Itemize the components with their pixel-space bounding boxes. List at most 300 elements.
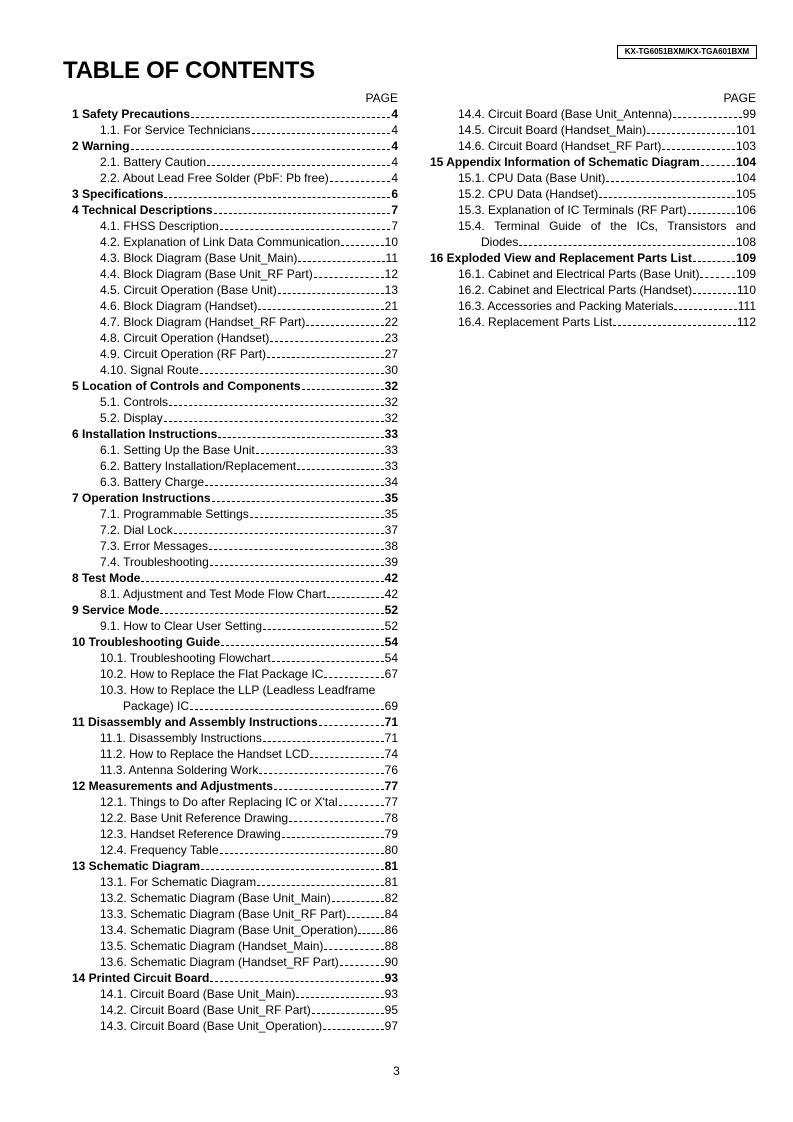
- dot-leader: [700, 277, 735, 278]
- toc-page-number: 71: [384, 715, 398, 729]
- dot-leader: [701, 165, 735, 166]
- dot-leader: [674, 309, 736, 310]
- toc-page-number: 69: [384, 699, 398, 713]
- toc-section[interactable]: [72, 858, 398, 874]
- toc-entry-label: 1 Safety Precautions: [72, 107, 191, 121]
- dot-leader: [252, 133, 391, 134]
- toc-page-number: 30: [384, 363, 398, 377]
- toc-entry-label: 13 Schematic Diagram: [72, 859, 201, 873]
- toc-list-right: [430, 106, 756, 330]
- toc-page-number: 23: [384, 331, 398, 345]
- toc-entry-label: 8 Test Mode: [72, 571, 141, 585]
- toc-entry-label: 12.3. Handset Reference Drawing: [100, 827, 281, 841]
- dot-leader: [263, 629, 384, 630]
- toc-subsection[interactable]: [72, 154, 398, 170]
- footer-page-number: 3: [393, 1064, 400, 1078]
- toc-label-word: the: [610, 219, 627, 233]
- dot-leader: [306, 325, 383, 326]
- toc-entry-label: 10.3. How to Replace the LLP (Leadless Leadframe: [100, 683, 376, 697]
- dot-leader: [330, 181, 391, 182]
- toc-subsection[interactable]: [430, 314, 756, 330]
- dot-leader: [221, 645, 384, 646]
- toc-entry-label: 4.1. FHSS Description: [100, 219, 219, 233]
- toc-subsection[interactable]: [430, 298, 756, 314]
- toc-label-word: 15.4.: [458, 219, 485, 233]
- toc-section[interactable]: [72, 970, 398, 986]
- toc-entry-label: 10.1. Troubleshooting Flowchart: [100, 651, 271, 665]
- dot-leader: [270, 341, 383, 342]
- toc-page-number: 32: [384, 395, 398, 409]
- toc-page-number: 38: [384, 539, 398, 553]
- toc-subsection[interactable]: [430, 122, 756, 138]
- toc-subsection[interactable]: [72, 442, 398, 458]
- dot-leader: [190, 709, 384, 710]
- dot-leader: [131, 149, 391, 150]
- dot-leader: [207, 165, 390, 166]
- toc-subsection[interactable]: [72, 330, 398, 346]
- toc-section[interactable]: [72, 490, 398, 506]
- dot-leader: [257, 885, 384, 886]
- toc-subsection[interactable]: [72, 538, 398, 554]
- toc-subsection[interactable]: [72, 890, 398, 906]
- toc-page-number: 97: [384, 1019, 398, 1033]
- dot-leader: [319, 725, 384, 726]
- toc-entry-label: 6.2. Battery Installation/Replacement: [100, 459, 297, 473]
- toc-subsection[interactable]: [72, 554, 398, 570]
- toc-subsection[interactable]: [72, 810, 398, 826]
- toc-section[interactable]: [72, 634, 398, 650]
- toc-subsection[interactable]: [72, 618, 398, 634]
- toc-entry-label: 10 Troubleshooting Guide: [72, 635, 221, 649]
- toc-entry-continuation: Package) IC: [123, 699, 190, 713]
- toc-subsection[interactable]: [72, 730, 398, 746]
- toc-page-number: 79: [384, 827, 398, 841]
- toc-page-number: 104: [735, 155, 756, 169]
- dot-leader: [647, 133, 735, 134]
- toc-label-word: Guide: [549, 219, 582, 233]
- toc-entry-label: 15.2. CPU Data (Handset): [458, 187, 599, 201]
- toc-entry-label: 12 Measurements and Adjustments: [72, 779, 273, 793]
- toc-entry-label: 7.1. Programmable Settings: [100, 507, 249, 521]
- toc-label-word: ICs,: [636, 219, 658, 233]
- toc-entry-label: 2.2. About Lead Free Solder (PbF: Pb free): [100, 171, 329, 185]
- toc-subsection[interactable]: [72, 794, 398, 810]
- dot-leader: [164, 421, 384, 422]
- dot-leader: [278, 293, 384, 294]
- toc-page-number: 32: [384, 411, 398, 425]
- toc-subsection[interactable]: [430, 282, 756, 298]
- toc-entry-label: 14 Printed Circuit Board: [72, 971, 210, 985]
- toc-page-number: 109: [735, 267, 756, 281]
- toc-entry-label: 15 Appendix Information of Schematic Diagram: [430, 155, 700, 169]
- toc-page-number: 81: [384, 875, 398, 889]
- toc-entry-label: [458, 218, 756, 234]
- page-title: TABLE OF CONTENTS: [63, 57, 315, 84]
- toc-page-number: 110: [736, 283, 756, 297]
- toc-page-number: 95: [384, 1003, 398, 1017]
- toc-page-number: 108: [735, 235, 756, 249]
- toc-page-number: 4: [391, 107, 398, 121]
- toc-page-number: 4: [391, 139, 398, 153]
- dot-leader: [214, 213, 391, 214]
- dot-leader: [210, 981, 383, 982]
- toc-entry-label: 5.1. Controls: [100, 395, 169, 409]
- dot-leader: [613, 325, 736, 326]
- toc-subsection[interactable]: [72, 682, 398, 714]
- toc-section[interactable]: [72, 778, 398, 794]
- toc-subsection[interactable]: [72, 666, 398, 682]
- toc-label-word: of: [590, 219, 601, 233]
- toc-page-number: 42: [384, 587, 398, 601]
- toc-subsection[interactable]: [72, 394, 398, 410]
- dot-leader: [141, 581, 383, 582]
- toc-page-number: 84: [384, 907, 398, 921]
- dot-leader: [191, 117, 390, 118]
- toc-section[interactable]: [72, 186, 398, 202]
- dot-leader: [297, 469, 384, 470]
- toc-page-number: 106: [735, 203, 756, 217]
- toc-subsection[interactable]: [72, 234, 398, 250]
- toc-subsection[interactable]: [72, 266, 398, 282]
- toc-entry-label: 11 Disassembly and Assembly Instructions: [72, 715, 318, 729]
- toc-section[interactable]: [72, 106, 398, 122]
- toc-page-number: 4: [391, 171, 398, 185]
- toc-section[interactable]: [72, 570, 398, 586]
- toc-subsection[interactable]: [430, 202, 756, 218]
- toc-page-number: 52: [384, 619, 398, 633]
- toc-entry-label: 7 Operation Instructions: [72, 491, 211, 505]
- toc-subsection[interactable]: [72, 282, 398, 298]
- toc-subsection[interactable]: [72, 986, 398, 1002]
- dot-leader: [282, 837, 384, 838]
- toc-subsection[interactable]: [430, 186, 756, 202]
- toc-subsection[interactable]: [72, 458, 398, 474]
- dot-leader: [296, 997, 383, 998]
- toc-subsection[interactable]: [72, 410, 398, 426]
- toc-entry-label: 11.3. Antenna Soldering Work: [100, 763, 259, 777]
- toc-entry-label: 13.5. Schematic Diagram (Handset_Main): [100, 939, 324, 953]
- toc-entry-label: 1.1. For Service Technicians: [100, 123, 251, 137]
- toc-subsection[interactable]: [72, 250, 398, 266]
- toc-page-number: 22: [384, 315, 398, 329]
- toc-entry-label: 16.3. Accessories and Packing Materials: [458, 299, 674, 313]
- dot-leader: [606, 181, 735, 182]
- toc-page-number: 93: [384, 987, 398, 1001]
- toc-entry-label: 4.10. Signal Route: [100, 363, 199, 377]
- toc-entry-label: 11.2. How to Replace the Handset LCD: [100, 747, 310, 761]
- toc-subsection[interactable]: [430, 138, 756, 154]
- toc-subsection[interactable]: [72, 954, 398, 970]
- toc-entry-label: 10.2. How to Replace the Flat Package IC: [100, 667, 324, 681]
- toc-subsection[interactable]: [72, 1002, 398, 1018]
- toc-entry-label: 6.1. Setting Up the Base Unit: [100, 443, 255, 457]
- page-column-header-left: PAGE: [365, 91, 398, 105]
- toc-page-number: 4: [391, 155, 398, 169]
- toc-subsection[interactable]: [72, 346, 398, 362]
- toc-page-number: 67: [384, 667, 398, 681]
- toc-entry-continuation-line: [458, 234, 756, 250]
- toc-subsection[interactable]: [430, 106, 756, 122]
- toc-page-number: 54: [384, 651, 398, 665]
- toc-page-number: 77: [384, 795, 398, 809]
- toc-page-number: 82: [384, 891, 398, 905]
- toc-section[interactable]: [430, 154, 756, 170]
- dot-leader: [339, 805, 384, 806]
- dot-leader: [220, 229, 391, 230]
- toc-subsection[interactable]: [72, 474, 398, 490]
- dot-leader: [314, 277, 384, 278]
- toc-entry-label: 16.4. Replacement Parts List: [458, 315, 613, 329]
- dot-leader: [256, 453, 384, 454]
- toc-entry-label: 12.2. Base Unit Reference Drawing: [100, 811, 289, 825]
- toc-page-number: 7: [391, 203, 398, 217]
- toc-entry-label: 16.2. Cabinet and Electrical Parts (Handset): [458, 283, 693, 297]
- toc-page-number: 27: [384, 347, 398, 361]
- page-column-header-right: PAGE: [723, 91, 756, 105]
- dot-leader: [323, 1029, 384, 1030]
- toc-page-number: 12: [384, 267, 398, 281]
- toc-subsection[interactable]: [72, 362, 398, 378]
- model-number-box: KX-TG6051BXM/KX-TGA601BXM: [617, 45, 757, 59]
- toc-entry-label: 14.6. Circuit Board (Handset_RF Part): [458, 139, 662, 153]
- toc-page-number: 86: [384, 923, 398, 937]
- toc-entry-label: 4.2. Explanation of Link Data Communication: [100, 235, 341, 249]
- dot-leader: [220, 853, 384, 854]
- dot-leader: [324, 677, 383, 678]
- dot-leader: [210, 565, 384, 566]
- toc-page-number: 4: [391, 123, 398, 137]
- toc-entry-label: 2.1. Battery Caution: [100, 155, 207, 169]
- toc-entry-label: 15.3. Explanation of IC Terminals (RF Part): [458, 203, 687, 217]
- toc-page-number: 104: [735, 171, 756, 185]
- dot-leader: [324, 949, 383, 950]
- toc-subsection[interactable]: [72, 842, 398, 858]
- toc-page-number: 35: [384, 491, 398, 505]
- toc-page-number: 71: [384, 731, 398, 745]
- toc-entry-label: 14.3. Circuit Board (Base Unit_Operation): [100, 1019, 323, 1033]
- dot-leader: [347, 917, 384, 918]
- toc-page-number: 6: [391, 187, 398, 201]
- dot-leader: [289, 821, 384, 822]
- dot-leader: [341, 245, 384, 246]
- toc-column-right: [430, 90, 756, 330]
- toc-subsection[interactable]: [72, 170, 398, 186]
- toc-page-number: 52: [384, 603, 398, 617]
- toc-page-number: 76: [384, 763, 398, 777]
- toc-entry-label: 5.2. Display: [100, 411, 163, 425]
- toc-page-number: 99: [742, 107, 756, 121]
- toc-subsection[interactable]: [72, 906, 398, 922]
- dot-leader: [327, 597, 384, 598]
- toc-section[interactable]: [72, 202, 398, 218]
- dot-leader: [259, 773, 383, 774]
- toc-section[interactable]: [72, 426, 398, 442]
- toc-page-number: 10: [384, 235, 398, 249]
- dot-leader: [205, 485, 384, 486]
- dot-leader: [209, 549, 384, 550]
- dot-leader: [274, 789, 384, 790]
- toc-entry-label: 4.4. Block Diagram (Base Unit_RF Part): [100, 267, 313, 281]
- toc-entry-label: 15.1. CPU Data (Base Unit): [458, 171, 606, 185]
- dot-leader: [267, 357, 384, 358]
- toc-entry-label: 9.1. How to Clear User Setting: [100, 619, 263, 633]
- toc-subsection[interactable]: [72, 522, 398, 538]
- toc-subsection[interactable]: [72, 762, 398, 778]
- dot-leader: [250, 517, 384, 518]
- dot-leader: [693, 261, 735, 262]
- toc-entry-label: 13.2. Schematic Diagram (Base Unit_Main): [100, 891, 331, 905]
- toc-subsection[interactable]: [72, 586, 398, 602]
- dot-leader: [312, 1013, 384, 1014]
- toc-entry-label: 5 Location of Controls and Components: [72, 379, 301, 393]
- toc-entry-label: 4 Technical Descriptions: [72, 203, 213, 217]
- toc-subsection[interactable]: [430, 218, 756, 250]
- toc-entry-label: 12.1. Things to Do after Replacing IC or X'tal: [100, 795, 338, 809]
- dot-leader: [263, 741, 384, 742]
- toc-page-number: 81: [384, 859, 398, 873]
- toc-subsection[interactable]: [72, 746, 398, 762]
- toc-subsection[interactable]: [72, 938, 398, 954]
- toc-page-number: 103: [735, 139, 756, 153]
- dot-leader: [169, 405, 384, 406]
- dot-leader: [688, 213, 735, 214]
- toc-subsection[interactable]: [72, 506, 398, 522]
- toc-page-number: 109: [735, 251, 756, 265]
- toc-subsection[interactable]: [72, 650, 398, 666]
- toc-entry-continuation-line: [100, 698, 398, 714]
- toc-entry-label: 8.1. Adjustment and Test Mode Flow Chart: [100, 587, 326, 601]
- toc-entry-label: 14.4. Circuit Board (Base Unit_Antenna): [458, 107, 673, 121]
- toc-page-number: 78: [384, 811, 398, 825]
- toc-page-number: 32: [384, 379, 398, 393]
- toc-section[interactable]: [72, 378, 398, 394]
- toc-page-number: 88: [384, 939, 398, 953]
- toc-section[interactable]: [72, 714, 398, 730]
- dot-leader: [310, 757, 383, 758]
- dot-leader: [212, 501, 384, 502]
- toc-entry-label: 4.6. Block Diagram (Handset): [100, 299, 258, 313]
- toc-entry-label: 4.3. Block Diagram (Base Unit_Main): [100, 251, 298, 265]
- toc-label-word: Transistors: [667, 219, 727, 233]
- toc-subsection[interactable]: [72, 298, 398, 314]
- toc-page-number: 105: [735, 187, 756, 201]
- toc-entry-label: 11.1. Disassembly Instructions: [100, 731, 262, 745]
- toc-entry-label: 13.6. Schematic Diagram (Handset_RF Part): [100, 955, 339, 969]
- toc-subsection[interactable]: [72, 218, 398, 234]
- dot-leader: [332, 901, 384, 902]
- dot-leader: [302, 389, 384, 390]
- dot-leader: [164, 197, 390, 198]
- dot-leader: [358, 933, 383, 934]
- dot-leader: [673, 117, 742, 118]
- toc-page-number: 37: [384, 523, 398, 537]
- toc-page-number: 77: [384, 779, 398, 793]
- toc-subsection[interactable]: [72, 874, 398, 890]
- toc-column-left: [72, 90, 398, 1034]
- toc-entry-label: 6.3. Battery Charge: [100, 475, 205, 489]
- toc-entry-label: 7.4. Troubleshooting: [100, 555, 209, 569]
- toc-page-number: 33: [384, 459, 398, 473]
- toc-page-number: 7: [391, 219, 398, 233]
- toc-section[interactable]: [72, 602, 398, 618]
- toc-entry-label: 14.5. Circuit Board (Handset_Main): [458, 123, 647, 137]
- dot-leader: [258, 309, 383, 310]
- toc-section[interactable]: [72, 138, 398, 154]
- toc-entry-label: 2 Warning: [72, 139, 130, 153]
- toc-entry-label: 13.3. Schematic Diagram (Base Unit_RF Part): [100, 907, 347, 921]
- dot-leader: [200, 373, 384, 374]
- toc-subsection[interactable]: [72, 826, 398, 842]
- toc-page-number: 111: [737, 299, 756, 313]
- toc-page-number: 11: [385, 251, 398, 265]
- toc-entry-label: 4.8. Circuit Operation (Handset): [100, 331, 270, 345]
- toc-entry-label: 4.7. Block Diagram (Handset_RF Part): [100, 315, 306, 329]
- toc-subsection[interactable]: [430, 266, 756, 282]
- toc-entry-label: 3 Specifications: [72, 187, 164, 201]
- toc-page-number: 112: [736, 315, 756, 329]
- dot-leader: [693, 293, 736, 294]
- dot-leader: [218, 437, 383, 438]
- toc-page-number: 21: [384, 299, 398, 313]
- toc-label-word: and: [735, 219, 756, 233]
- toc-page-number: 34: [384, 475, 398, 489]
- toc-subsection[interactable]: [72, 122, 398, 138]
- toc-entry-label: 16.1. Cabinet and Electrical Parts (Base Unit): [458, 267, 700, 281]
- dot-leader: [272, 661, 384, 662]
- toc-page-number: 80: [384, 843, 398, 857]
- dot-leader: [174, 533, 384, 534]
- toc-page-number: 33: [384, 427, 398, 441]
- toc-label-word: Terminal: [494, 219, 540, 233]
- toc-page-number: 35: [384, 507, 398, 521]
- dot-leader: [599, 197, 735, 198]
- toc-entry-label: 16 Exploded View and Replacement Parts List: [430, 251, 692, 265]
- toc-page-number: 54: [384, 635, 398, 649]
- dot-leader: [201, 869, 384, 870]
- toc-subsection[interactable]: [72, 1018, 398, 1034]
- toc-subsection[interactable]: [430, 170, 756, 186]
- toc-entry-label: 7.2. Dial Lock: [100, 523, 173, 537]
- toc-entry-label: 13.4. Schematic Diagram (Base Unit_Operation): [100, 923, 358, 937]
- toc-list-left: [72, 106, 398, 1034]
- toc-entry-label: 4.9. Circuit Operation (RF Part): [100, 347, 267, 361]
- toc-page-number: 39: [384, 555, 398, 569]
- toc-page-number: 33: [384, 443, 398, 457]
- toc-page-number: 13: [384, 283, 398, 297]
- toc-entry-label: 14.2. Circuit Board (Base Unit_RF Part): [100, 1003, 311, 1017]
- toc-page-number: 93: [384, 971, 398, 985]
- dot-leader: [340, 965, 384, 966]
- toc-entry-label: 14.1. Circuit Board (Base Unit_Main): [100, 987, 296, 1001]
- toc-entry-label: 12.4. Frequency Table: [100, 843, 219, 857]
- toc-entry-continuation: Diodes: [481, 235, 519, 249]
- toc-page-number: 101: [735, 123, 756, 137]
- toc-subsection[interactable]: [72, 314, 398, 330]
- toc-entry-label: 13.1. For Schematic Diagram: [100, 875, 257, 889]
- dot-leader: [160, 613, 383, 614]
- toc-page-number: 74: [384, 747, 398, 761]
- toc-entry-label: 7.3. Error Messages: [100, 539, 209, 553]
- toc-page-number: 42: [384, 571, 398, 585]
- toc-subsection[interactable]: [72, 922, 398, 938]
- dot-leader: [662, 149, 735, 150]
- toc-page-number: 90: [384, 955, 398, 969]
- toc-entry-label: 4.5. Circuit Operation (Base Unit): [100, 283, 277, 297]
- dot-leader: [298, 261, 384, 262]
- toc-entry-label: 9 Service Mode: [72, 603, 160, 617]
- dot-leader: [519, 245, 735, 246]
- toc-section[interactable]: [430, 250, 756, 266]
